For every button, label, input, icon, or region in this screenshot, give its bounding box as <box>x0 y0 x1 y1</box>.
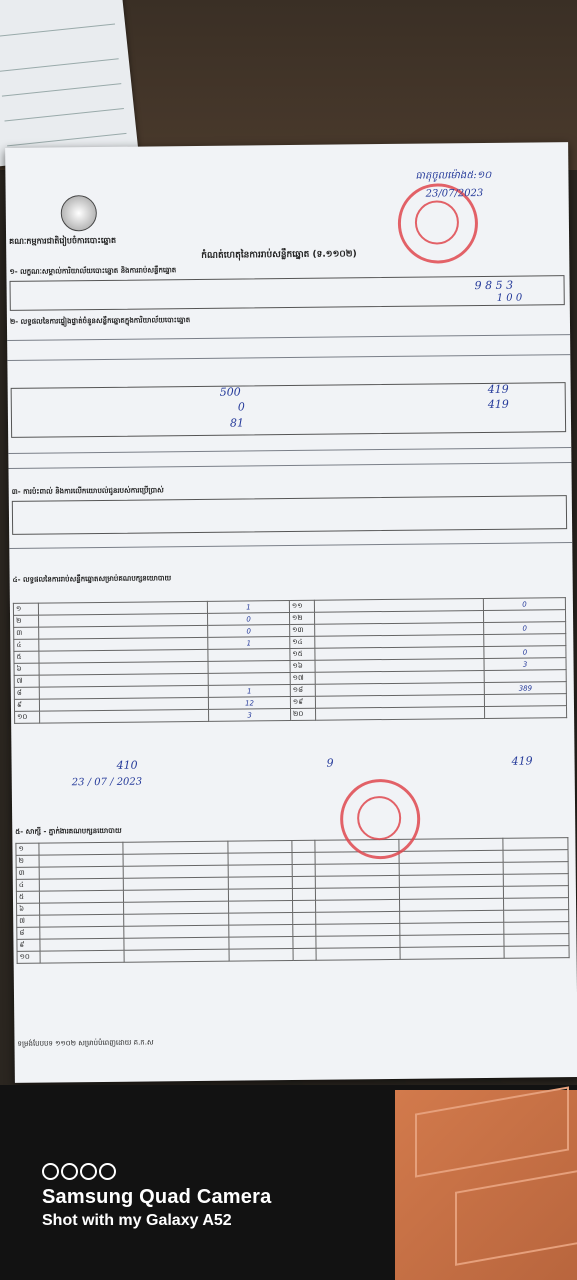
row-number: ៦ <box>14 663 39 675</box>
row-number: ១២ <box>289 612 314 624</box>
row-number: ១០ <box>15 711 40 723</box>
camera-subtitle: Shot with my Galaxy A52 <box>42 1212 232 1229</box>
witness-cell <box>228 901 293 914</box>
vote-count: 0 <box>208 625 290 638</box>
witness-cell <box>228 937 293 950</box>
section-4-heading: ៤- លទ្ធផលនៃការរាប់សន្លឹកឆ្នោតសម្រាប់គណបក្សនយោបាយ <box>12 574 172 584</box>
witness-cell <box>400 922 504 935</box>
row-number <box>292 852 315 864</box>
camera-brand: Samsung Quad Camera <box>42 1186 272 1208</box>
section-5-heading: ៥- សាក្សី - ភ្នាក់ងារគណបក្សនយោបាយ <box>15 826 122 836</box>
witness-cell <box>504 910 569 923</box>
row-number: ១១ <box>289 600 314 612</box>
witness-cell <box>315 911 399 924</box>
witness-cell <box>123 865 227 878</box>
row-number: ៥ <box>16 891 39 903</box>
value-419a: 419 <box>487 382 509 396</box>
row-number: ៤ <box>16 879 39 891</box>
witness-cell <box>399 838 503 851</box>
witness-cell <box>124 889 228 902</box>
row-number: ៣ <box>14 627 39 639</box>
vote-count <box>484 694 566 707</box>
row-number <box>292 840 315 852</box>
form-footer: ទម្រង់បែបបទ ១១០២ សម្រាប់បំពេញដោយ គ.ក.ស <box>17 1038 154 1048</box>
row-number <box>293 912 316 924</box>
row-number: ១ <box>16 843 39 855</box>
row-number: ១៤ <box>290 636 315 648</box>
witness-cell <box>504 862 569 875</box>
witness-cell <box>503 838 568 851</box>
org-name: គណៈកម្មការជាតិរៀបចំការបោះឆ្នោត <box>9 235 117 246</box>
witness-cell <box>400 898 504 911</box>
witness-cell <box>39 854 123 867</box>
row-number: ១៥ <box>290 648 315 660</box>
row-number: ១៩ <box>290 696 315 708</box>
witness-cell <box>124 877 228 890</box>
witness-cell <box>315 863 399 876</box>
vote-count <box>484 634 566 647</box>
witness-cell <box>399 862 503 875</box>
witness-cell <box>40 926 124 939</box>
quad-camera-icon <box>42 1163 271 1180</box>
witness-cell <box>39 890 123 903</box>
witness-table <box>15 837 569 964</box>
row-number <box>293 936 316 948</box>
witness-cell <box>123 841 227 854</box>
witness-cell <box>228 925 293 938</box>
witness-cell <box>400 910 504 923</box>
witness-cell <box>228 913 293 926</box>
witness-cell <box>228 889 293 902</box>
row-number: ៧ <box>17 915 40 927</box>
value-0: 0 <box>237 400 245 414</box>
row-number: ១៦ <box>290 660 315 672</box>
row-number: ៦ <box>17 903 40 915</box>
section-2-table <box>11 382 566 438</box>
witness-cell <box>399 850 503 863</box>
camera-watermark <box>42 1163 271 1230</box>
vote-count: 0 <box>208 613 290 626</box>
witness-cell <box>316 923 400 936</box>
witness-cell <box>315 875 399 888</box>
vote-count <box>484 610 566 623</box>
value-419c: 419 <box>511 754 533 768</box>
row-number: ១ <box>13 603 38 615</box>
official-stamp-bottom <box>340 779 421 860</box>
vote-count: 1 <box>208 637 290 650</box>
vote-count <box>208 649 290 662</box>
row-number: ៨ <box>14 687 39 699</box>
row-number: ៨ <box>17 927 40 939</box>
witness-cell <box>315 887 399 900</box>
code-value: 9 8 5 3 <box>474 278 514 293</box>
vote-count: 12 <box>209 697 291 710</box>
witness-cell <box>39 878 123 891</box>
row-number: ១៨ <box>290 684 315 696</box>
row-number: ៣ <box>16 867 39 879</box>
vote-count <box>208 661 290 674</box>
vote-count: 3 <box>484 658 566 671</box>
row-number: ៥ <box>14 651 39 663</box>
witness-cell <box>316 935 400 948</box>
national-emblem-icon <box>61 195 97 231</box>
row-number <box>293 900 316 912</box>
witness-cell <box>400 886 504 899</box>
witness-cell <box>40 938 124 951</box>
stamp-time-text: ធាតុចូលម៉ោង៥:១០ <box>415 169 492 182</box>
row-number: ៩ <box>17 939 40 951</box>
row-number: ២ <box>14 615 39 627</box>
witness-cell <box>504 874 569 887</box>
vote-count <box>208 673 290 686</box>
ballot-count-form <box>5 142 577 1083</box>
section-2-heading: ២- លទ្ធផលនៃការផ្ទៀងផ្ទាត់ចំនួនសន្លឹកឆ្នោតក្នុងការិយាល័យបោះឆ្នោត <box>9 316 191 326</box>
form-title: កំណត់ហេតុនៃការរាប់សន្លឹកឆ្នោត (ទ.១១០២) <box>201 249 357 261</box>
party-name <box>40 709 209 723</box>
row-number <box>292 864 315 876</box>
row-number: ១០ <box>17 951 40 963</box>
witness-cell <box>124 949 228 962</box>
witness-cell <box>40 950 124 963</box>
witness-cell <box>503 850 568 863</box>
row-number: ៩ <box>14 699 39 711</box>
vote-count <box>484 670 566 683</box>
witness-cell <box>504 898 569 911</box>
party-votes-table <box>13 597 567 724</box>
background-paper <box>0 0 138 167</box>
witness-cell <box>228 877 293 890</box>
witness-cell <box>123 853 227 866</box>
vote-count: 0 <box>484 622 566 635</box>
row-number: ១៧ <box>290 672 315 684</box>
witness-cell <box>504 946 569 959</box>
row-number <box>293 948 316 960</box>
value-419b: 419 <box>487 397 509 411</box>
witness-cell <box>228 865 293 878</box>
vote-count: 0 <box>483 598 565 611</box>
value-410: 410 <box>116 758 138 772</box>
value-500: 500 <box>219 385 241 399</box>
date-value: 23 / 07 / 2023 <box>71 776 143 789</box>
witness-cell <box>399 874 503 887</box>
row-number: ២០ <box>290 708 315 720</box>
witness-cell <box>400 934 504 947</box>
vote-count <box>485 706 567 719</box>
value-9: 9 <box>326 756 334 770</box>
witness-cell <box>400 946 504 959</box>
witness-cell <box>316 947 400 960</box>
section-3-heading: ៣- ការប៉ះពាល់ និងការលើកយោបល់ជូនរបស់ការប្រើប្រាស់ <box>11 486 164 496</box>
row-number: ៤ <box>14 639 39 651</box>
vote-count: 1 <box>208 601 290 614</box>
row-number <box>293 924 316 936</box>
vote-count: 1 <box>208 685 290 698</box>
section-3-box <box>12 495 567 535</box>
witness-cell <box>229 949 294 962</box>
witness-cell <box>124 901 228 914</box>
witness-cell <box>39 902 123 915</box>
code2-value: 1 0 0 <box>496 292 523 304</box>
vote-count: 0 <box>484 646 566 659</box>
witness-cell <box>39 866 123 879</box>
row-number: ៧ <box>14 675 39 687</box>
witness-cell <box>40 914 124 927</box>
witness-cell <box>504 922 569 935</box>
witness-cell <box>124 925 228 938</box>
party-name <box>316 706 485 720</box>
witness-cell <box>124 913 228 926</box>
row-number: ២ <box>16 855 39 867</box>
witness-cell <box>124 937 228 950</box>
witness-cell <box>504 934 569 947</box>
vote-count: 3 <box>209 709 291 722</box>
vote-count: 389 <box>484 682 566 695</box>
witness-cell <box>39 842 123 855</box>
witness-cell <box>315 899 399 912</box>
witness-cell <box>504 886 569 899</box>
value-81: 81 <box>229 416 245 430</box>
section-1-heading: ១- លក្ខណៈសម្គាល់ការិយាល័យបោះឆ្នោត និងការរាប់សន្លឹកឆ្នោត <box>9 266 177 276</box>
tiled-floor <box>395 1090 577 1280</box>
row-number <box>292 888 315 900</box>
witness-cell <box>228 853 293 866</box>
row-number <box>292 876 315 888</box>
row-number: ១៣ <box>290 624 315 636</box>
witness-cell <box>227 841 292 854</box>
stamp-date-text: 23/07/2023 <box>425 187 484 200</box>
